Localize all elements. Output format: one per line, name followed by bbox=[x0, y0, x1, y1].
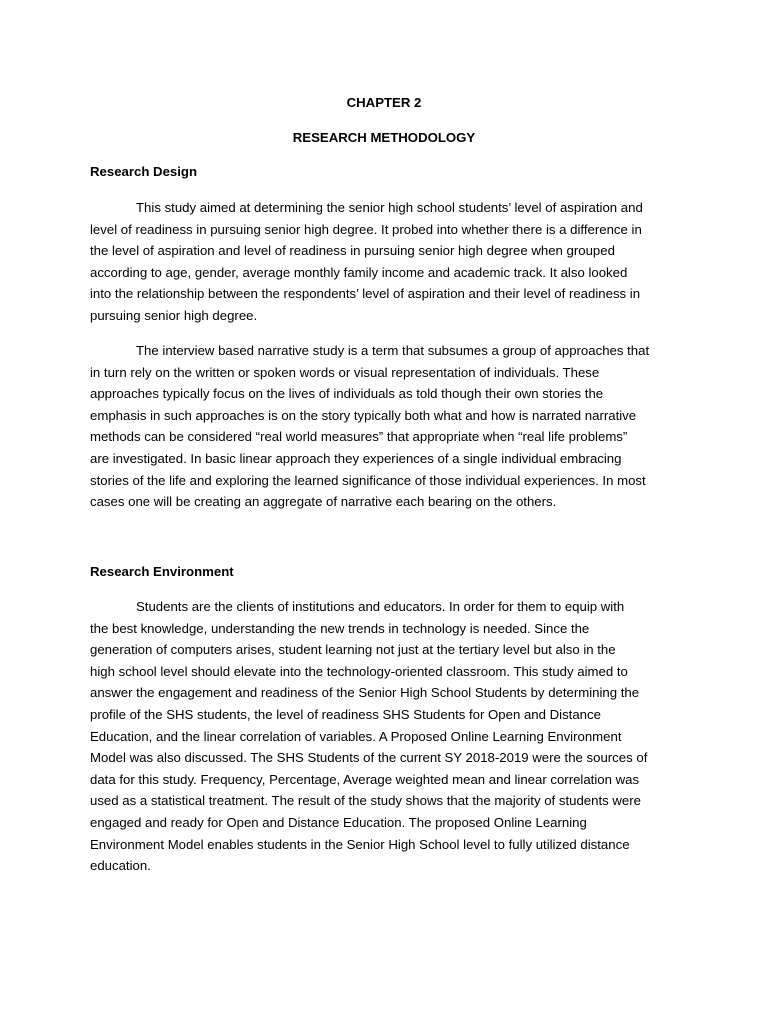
paragraph bbox=[90, 340, 678, 513]
paragraph-line: according to age, gender, average monthly family income and academic track. It also looked bbox=[90, 264, 628, 280]
paragraph-line: Students are the clients of institutions and educators. In order for them to equip with bbox=[136, 599, 625, 614]
paragraph-line: stories of the life and exploring the learned significance of those individual experiences. In most bbox=[90, 472, 646, 488]
paragraph bbox=[90, 197, 678, 327]
paragraph-line: approaches typically focus on the lives of individuals as told though their own stories the bbox=[90, 386, 604, 402]
paragraph-line: used as a statistical treatment. The result of the study shows that the majority of students were bbox=[90, 793, 641, 809]
paragraph-line: pursuing senior high degree. bbox=[90, 307, 258, 323]
paragraph-line: data for this study. Frequency, Percentage, Average weighted mean and linear correlation was bbox=[90, 771, 640, 787]
paragraph-line: education. bbox=[90, 858, 151, 874]
paragraph-line: methods can be considered “real world measures” that appropriate when “real life problems” bbox=[90, 429, 628, 445]
section-heading-research-design: Research Design bbox=[90, 164, 198, 179]
paragraph-line: in turn rely on the written or spoken words or visual representation of individuals. These bbox=[90, 364, 600, 380]
paragraph bbox=[90, 596, 678, 877]
paragraph-line: The interview based narrative study is a term that subsumes a group of approaches that bbox=[136, 343, 650, 358]
paragraph-line: are investigated. In basic linear approach they experiences of a single individual embracing bbox=[90, 450, 622, 466]
section-heading-research-environment: Research Environment bbox=[90, 564, 234, 579]
paragraph-line: This study aimed at determining the senior high school students’ level of aspiration and bbox=[136, 200, 643, 215]
paragraph-line: profile of the SHS students, the level of readiness SHS Students for Open and Distance bbox=[90, 706, 601, 722]
paragraph-line: cases one will be creating an aggregate of narrative each bearing on the others. bbox=[90, 494, 557, 510]
paragraph-line: high school level should elevate into the technology-oriented classroom. This study aimed to bbox=[90, 663, 628, 679]
paragraph-line: Model was also discussed. The SHS Students of the current SY 2018-2019 were the sources of bbox=[90, 750, 648, 766]
chapter-heading: CHAPTER 2 bbox=[346, 95, 422, 110]
paragraph-line: generation of computers arises, student learning not just at the tertiary level but also in the bbox=[90, 642, 616, 658]
paragraph-line: emphasis in such approaches is on the story typically both what and how is narrated narrative bbox=[90, 407, 637, 423]
chapter-title: RESEARCH METHODOLOGY bbox=[292, 130, 476, 145]
paragraph-line: into the relationship between the respondents’ level of aspiration and their level of readiness in bbox=[90, 286, 641, 302]
paragraph-line: the level of aspiration and level of readiness in pursuing senior high degree when grouped bbox=[90, 243, 615, 259]
paragraph-line: engaged and ready for Open and Distance Education. The proposed Online Learning bbox=[90, 814, 587, 830]
paragraph-line: answer the engagement and readiness of the Senior High School Students by determining the bbox=[90, 685, 640, 701]
paragraph-line: the best knowledge, understanding the new trends in technology is needed. Since the bbox=[90, 620, 590, 636]
paragraph-line: Environment Model enables students in the Senior High School level to fully utilized distance bbox=[90, 836, 630, 852]
paragraph-line: level of readiness in pursuing senior high degree. It probed into whether there is a difference in bbox=[90, 221, 642, 237]
paragraph-line: Education, and the linear correlation of variables. A Proposed Online Learning Environment bbox=[90, 728, 622, 744]
